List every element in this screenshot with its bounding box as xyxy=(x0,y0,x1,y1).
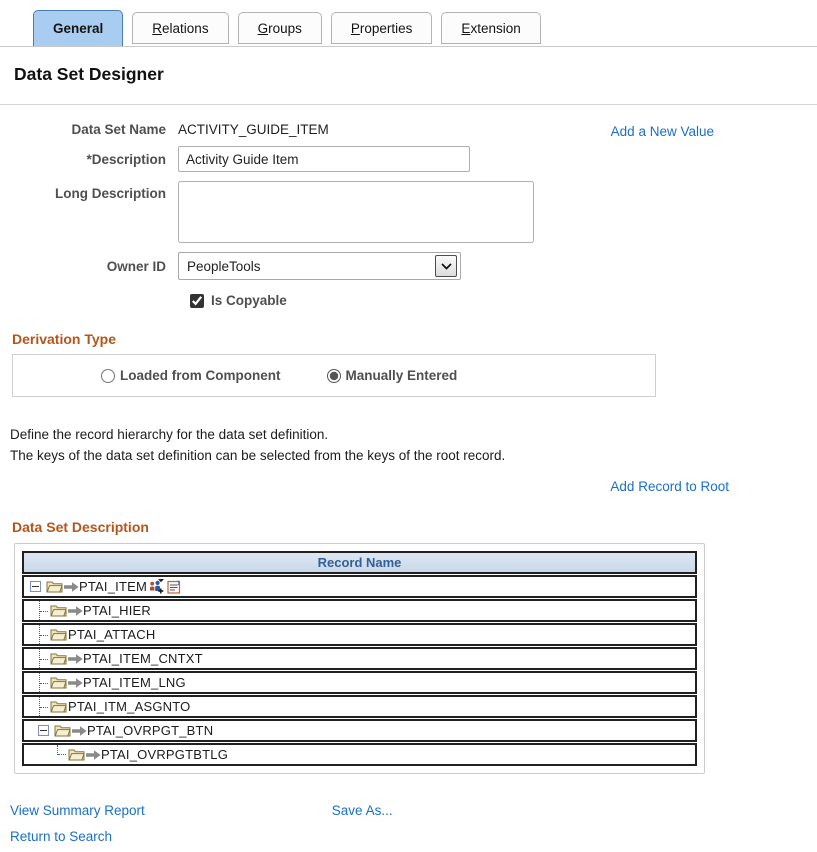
owner-id-selected-value: PeopleTools xyxy=(187,258,261,274)
record-name[interactable]: PTAI_ITEM xyxy=(79,579,148,594)
is-copyable-row xyxy=(190,293,817,308)
tree-connector-stub xyxy=(40,659,48,660)
tree-connector-stub xyxy=(40,611,48,612)
tab-bar xyxy=(0,0,817,47)
record-name[interactable]: PTAI_ITM_ASGNTO xyxy=(68,699,191,714)
tree-connector-stub xyxy=(40,707,48,708)
tree-row[interactable] xyxy=(22,743,697,766)
derivation-option-loaded-from-component[interactable] xyxy=(101,368,281,383)
grid-rows xyxy=(22,575,697,766)
derivation-option-manually-entered[interactable] xyxy=(327,368,458,383)
tree-connector-stub xyxy=(58,754,66,755)
derivation-type-group xyxy=(12,354,656,397)
owner-id-row xyxy=(0,252,817,280)
record-name[interactable]: PTAI_ITEM_LNG xyxy=(83,675,186,690)
arrow-icon xyxy=(64,581,79,593)
data-set-name-label: Data Set Name xyxy=(71,122,166,137)
tab-extension[interactable]: E xtension xyxy=(441,12,540,44)
tree-connector-stub xyxy=(40,683,48,684)
tree-connector-stub xyxy=(40,635,48,636)
arrow-icon xyxy=(68,605,83,617)
grid-column-header[interactable]: Record Name xyxy=(22,551,697,574)
folder-icon xyxy=(54,724,71,737)
radio-button[interactable] xyxy=(101,369,115,383)
arrow-icon xyxy=(86,749,101,761)
tree-row[interactable] xyxy=(22,575,697,598)
main-content xyxy=(0,105,817,844)
return-to-search-link[interactable]: Return to Search xyxy=(10,829,113,844)
tree-row[interactable] xyxy=(22,623,697,646)
tree-row[interactable] xyxy=(22,671,697,694)
tab-relations[interactable]: R elations xyxy=(132,12,228,44)
tree-row[interactable] xyxy=(22,599,697,622)
svg-text:1: 1 xyxy=(176,581,180,587)
record-name[interactable]: PTAI_OVRPGTBTLG xyxy=(101,747,229,762)
record-name[interactable]: PTAI_OVRPGT_BTN xyxy=(87,723,214,738)
arrow-icon xyxy=(68,653,83,665)
tree-row[interactable] xyxy=(22,719,697,742)
data-set-name-value: ACTIVITY_GUIDE_ITEM xyxy=(178,122,329,137)
collapse-icon[interactable] xyxy=(30,581,41,592)
page-title: Data Set Designer xyxy=(14,64,164,84)
long-description-row xyxy=(0,181,817,243)
folder-icon xyxy=(68,748,85,761)
radio-button[interactable] xyxy=(327,369,341,383)
add-child-record-icon[interactable] xyxy=(149,579,164,594)
long-description-textarea[interactable] xyxy=(178,181,534,243)
folder-icon xyxy=(46,580,63,593)
record-tree-grid xyxy=(14,543,705,774)
tab-general[interactable]: General xyxy=(33,10,123,46)
record-name[interactable]: PTAI_ITEM_CNTXT xyxy=(83,651,203,666)
is-copyable-checkbox[interactable] xyxy=(190,294,204,308)
owner-id-select[interactable] xyxy=(178,252,461,280)
description-input[interactable] xyxy=(178,146,470,172)
tree-row[interactable] xyxy=(22,647,697,670)
long-description-label: Long Description xyxy=(55,186,166,201)
view-summary-report-link[interactable]: View Summary Report xyxy=(10,803,145,818)
description-row xyxy=(0,146,817,172)
title-bar xyxy=(0,47,817,105)
instruction-line-1: Define the record hierarchy for the data set definition. xyxy=(10,427,329,442)
owner-id-label: Owner ID xyxy=(106,258,166,274)
save-as-link[interactable]: Save As... xyxy=(331,803,393,818)
radio-label: Loaded from Component xyxy=(120,368,281,383)
description-label: *Description xyxy=(86,151,166,167)
record-name[interactable]: PTAI_ATTACH xyxy=(68,627,156,642)
folder-icon xyxy=(50,604,67,617)
instruction-text xyxy=(10,424,817,466)
chevron-down-icon[interactable] xyxy=(435,255,457,277)
tab-groups[interactable]: G roups xyxy=(238,12,322,44)
radio-label: Manually Entered xyxy=(345,368,458,383)
folder-icon xyxy=(50,676,67,689)
arrow-icon xyxy=(68,677,83,689)
add-record-to-root-link[interactable]: Add Record to Root xyxy=(610,479,729,494)
tree-row[interactable] xyxy=(22,695,697,718)
record-detail-icon[interactable] xyxy=(167,579,182,594)
derivation-type-heading: Derivation Type xyxy=(12,331,116,347)
arrow-icon xyxy=(72,725,87,737)
footer-links xyxy=(10,803,817,844)
record-name[interactable]: PTAI_HIER xyxy=(83,603,152,618)
folder-icon xyxy=(50,700,67,713)
add-a-new-value-link[interactable]: Add a New Value xyxy=(610,124,714,139)
data-set-description-heading: Data Set Description xyxy=(12,519,149,535)
instruction-line-2: The keys of the data set definition can be selected from the keys of the root record. xyxy=(10,448,506,463)
is-copyable-label: Is Copyable xyxy=(211,293,287,308)
tab-properties[interactable]: P roperties xyxy=(331,12,433,44)
folder-icon xyxy=(50,652,67,665)
folder-icon xyxy=(50,628,67,641)
collapse-icon[interactable] xyxy=(38,725,49,736)
